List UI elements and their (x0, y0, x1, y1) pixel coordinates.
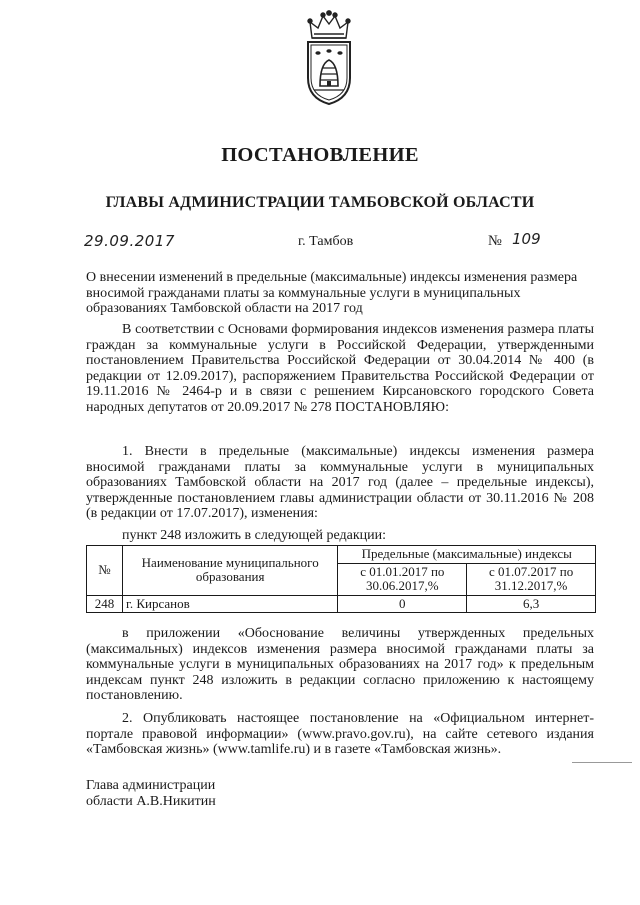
header-period-1: с 01.01.2017 по 30.06.2017,% (338, 563, 467, 595)
signatory-name: А.В.Никитин (136, 793, 216, 809)
number-sign: № (488, 233, 502, 249)
header-municipality: Наименование муниципального образования (122, 546, 337, 596)
indices-table (86, 545, 596, 613)
row-index-period-1: 0 (338, 595, 467, 613)
signature-block (86, 778, 216, 809)
document-title: ПОСТАНОВЛЕНИЕ (221, 144, 419, 166)
coat-of-arms-emblem (296, 8, 362, 108)
signature-position-2: области (86, 793, 133, 809)
header-indices-group: Предельные (максимальные) индексы (338, 546, 596, 564)
item-1-paragraph (86, 444, 594, 522)
city-label: г. Тамбов (298, 234, 354, 249)
item-2-paragraph (86, 711, 594, 758)
table-header-row (87, 546, 596, 564)
appendix-text: в приложении «Обоснование величины утвержденных предельных (максимальных) индексов изменения размера вносимой гражданами платы за коммунальные услуги в муниципальных образованиях на 2017 год» к предельным индексам пункт 248 изложить в редакции согласно приложению к настоящему постановлению. (86, 626, 594, 703)
row-municipality: г. Кирсанов (122, 595, 337, 613)
appendix-paragraph (86, 626, 594, 704)
document-subtitle: ГЛАВЫ АДМИНИСТРАЦИИ ТАМБОВСКОЙ ОБЛАСТИ (105, 194, 535, 211)
item-1-sub-line: пункт 248 изложить в следующей редакции: (122, 528, 386, 543)
row-index-period-2: 6,3 (467, 595, 596, 613)
preamble-text: В соответствии с Основами формирования индексов изменения размера платы граждан за коммунальные услуги в Российской Федерации, утвержденными постановлением Правительства Российской Федерации от 30.04.2014 № 400 (в редакции от 12.09.2017), распоряжением Правительства Российской Федерации от 19.11.2016 № 2464-р и в связи с решением Кирсановского городского Совета народных депутатов от 20.09.2017 № 278 ПОСТАНОВЛЯЮ: (86, 322, 594, 415)
handwritten-date: 29.09.2017 (84, 232, 175, 250)
header-number: № (87, 546, 123, 596)
row-number: 248 (87, 595, 123, 613)
header-period-2: с 01.07.2017 по 31.12.2017,% (467, 563, 596, 595)
document-subject: О внесении изменений в предельные (максимальные) индексы изменения размера вносимой гражданами платы за коммунальные услуги в муниципальных образованиях Тамбовской области на 2017 год (86, 270, 578, 316)
signature-line-2 (86, 794, 216, 810)
signature-position: Глава администрации (86, 778, 216, 793)
item-2-text: 2. Опубликовать настоящее постановление на «Официальном интернет-портале правовой информации» (www.pravo.gov.ru), на сайте сетевого издания «Тамбовская жизнь» (www.tamlife.ru) и в газете «Тамбовская жизнь». (86, 711, 594, 757)
divider (572, 762, 632, 763)
table-row (87, 595, 596, 613)
item-1-text: 1. Внести в предельные (максимальные) индексы изменения размера вносимой гражданами платы за коммунальные услуги в муниципальных образованиях Тамбовской области на 2017 год (далее – предельные индексы), утвержденные постановлением главы администрации области от 30.11.2016 № 208 (в редакции от 17.07.2017), изменения: (86, 444, 594, 521)
date-number-line (0, 232, 640, 256)
preamble-paragraph (86, 322, 594, 415)
handwritten-number: 109 (512, 230, 541, 248)
